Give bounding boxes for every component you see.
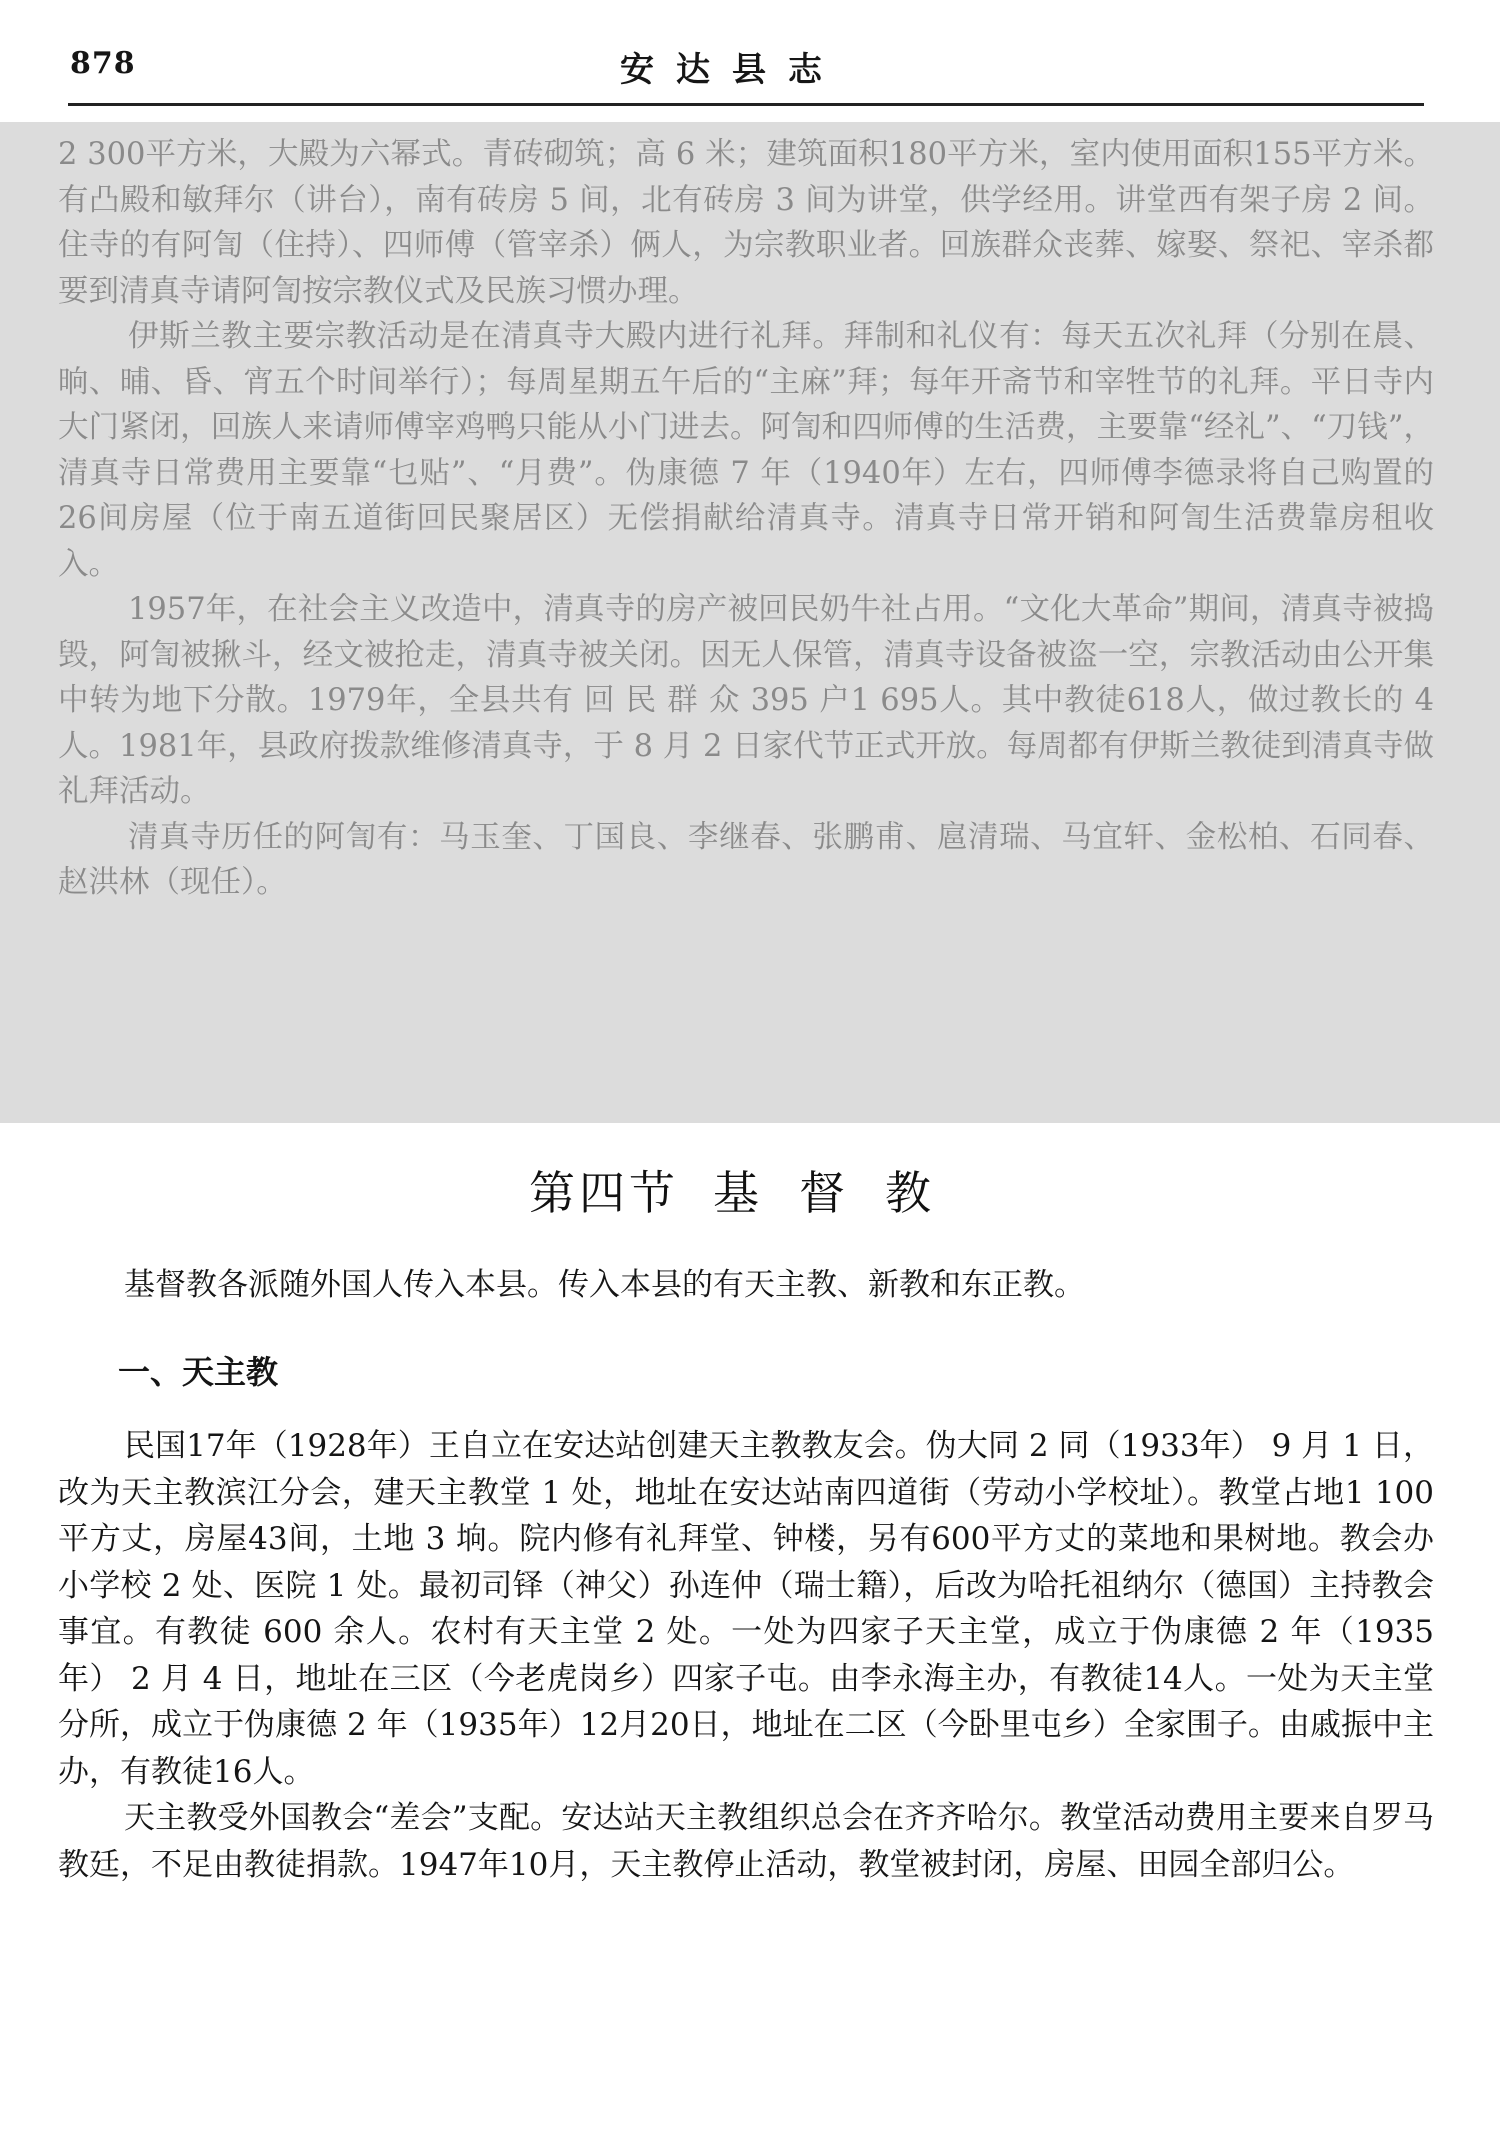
body-paragraph: 民国17年（1928年）王自立在安达站创建天主教教友会。伪大同 2 同（1933年） 9 月 1 日，改为天主教滨江分会，建天主教堂 1 处，地址在安达站南四道街（劳动小学校址）。教堂占地1 100平方丈，房屋43间，土地 3 垧。院内修有礼拜堂、钟楼，另有600平方丈的菜地和果树地。教会办小学校 2 处、医院 1 处。最初司铎（神父）孙连仲（瑞士籍），后改为哈托祖纳尔（德国）主持教会事宜。有教徒 600 余人。农村有天主堂 2 处。一处为四家子天主堂，成立于伪康德 2 年（1935年） 2 月 4 日，地址在三区（今老虎岗乡）四家子屯。由李永海主办，有教徒14人。一处为天主堂分所，成立于伪康德 2 年（1935年）12月20日，地址在二区（今卧里屯乡）全家围子。由戚振中主办，有教徒16人。 xyxy=(58,1428,1434,1790)
shaded-paragraph: 伊斯兰教主要宗教活动是在清真寺大殿内进行礼拜。拜制和礼仪有：每天五次礼拜（分别在晨、晌、晡、昏、宵五个时间举行）；每周星期五午后的“主麻”拜；每年开斋节和宰牲节的礼拜。平日寺内大门紧闭，回族人来请师傅宰鸡鸭只能从小门进去。阿訇和四师傅的生活费，主要靠“经礼”、“刀钱”，清真寺日常费用主要靠“乜贴”、“月费”。伪康德 7 年（1940年）左右，四师傅李德录将自己购置的26间房屋（位于南五道街回民聚居区）无偿捐献给清真寺。清真寺日常开销和阿訇生活费靠房租收入。 xyxy=(58,319,1434,582)
header-rule xyxy=(68,103,1424,106)
body-paragraph: 天主教受外国教会“差会”支配。安达站天主教组织总会在齐齐哈尔。教堂活动费用主要来自罗马教廷，不足由教徒捐款。1947年10月，天主教停止活动，教堂被封闭，房屋、田园全部归公。 xyxy=(58,1800,1434,1883)
shaded-paragraph: 2 300平方米，大殿为六幂式。青砖砌筑；高 6 米；建筑面积180平方米，室内使用面积155平方米。有凸殿和敏拜尔（讲台），南有砖房 5 间，北有砖房 3 间为讲堂，供学经用。讲堂西有架子房 2 间。住寺的有阿訇（住持）、四师傅（管宰杀）俩人，为宗教职业者。回族群众丧葬、嫁娶、祭祀、宰杀都要到清真寺请阿訇按宗教仪式及民族习惯办理。 xyxy=(58,137,1434,309)
section-heading xyxy=(0,1157,1500,1223)
shaded-text-block xyxy=(58,132,1434,906)
subsection-heading: 一、天主教 xyxy=(118,1352,279,1391)
shaded-paragraph: 1957年，在社会主义改造中，清真寺的房产被回民奶牛社占用。“文化大革命”期间，清真寺被捣毁，阿訇被揪斗，经文被抢走，清真寺被关闭。因无人保管，清真寺设备被盗一空，宗教活动由公开集中转为地下分散。1979年，全县共有 回 民 群 众 395 户1 695人。其中教徒618人，做过教长的 4 人。1981年，县政府拨款维修清真寺，于 8 月 2 日家代节正式开放。每周都有伊斯兰教徒到清真寺做礼拜活动。 xyxy=(58,592,1434,809)
book-title: 安达县志 xyxy=(620,50,844,90)
section-number: 第四节 xyxy=(529,1166,679,1220)
page-number: 878 xyxy=(70,46,136,81)
section-title: 基督教 xyxy=(713,1166,971,1220)
shaded-paragraph: 清真寺历任的阿訇有：马玉奎、丁国良、李继春、张鹏甫、扈清瑞、马宜轩、金松柏、石同春、赵洪林（现任）。 xyxy=(58,819,1434,900)
section-intro: 基督教各派随外国人传入本县。传入本县的有天主教、新教和东正教。 xyxy=(124,1267,1085,1303)
body-text-block xyxy=(58,1262,1434,1888)
